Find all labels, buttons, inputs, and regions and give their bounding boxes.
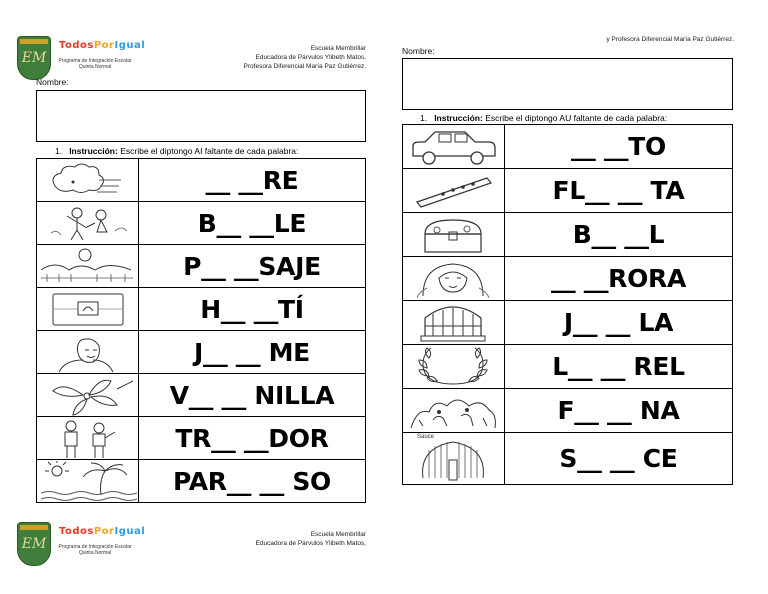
landscape-icon <box>37 246 137 287</box>
flute-icon <box>403 170 503 212</box>
dancers-icon <box>37 203 137 244</box>
word-blank[interactable]: __ __RE <box>138 159 365 202</box>
table-row <box>37 460 366 503</box>
table-row <box>37 417 366 460</box>
willow-tree-icon <box>403 434 503 484</box>
word-blank[interactable]: J__ __ LA <box>504 301 732 345</box>
workers-icon <box>37 418 137 459</box>
right-worksheet-table <box>402 124 733 485</box>
right-header: y Profesora Diferencial María Paz Gutiérrez. <box>606 36 734 43</box>
word-blank[interactable]: H__ __TÍ <box>138 288 365 331</box>
word-blank[interactable]: FL__ __ TA <box>504 169 732 213</box>
left-logo-shield <box>17 36 51 80</box>
fauna-icon <box>403 390 503 432</box>
logo-monogram: EM <box>21 536 47 552</box>
aurora-woman-icon <box>403 258 503 300</box>
left-name-label: Nombre: <box>36 77 69 87</box>
word-blank[interactable]: B__ __L <box>504 213 732 257</box>
footer-brand-logo: TodosPorIgual <box>59 526 146 537</box>
footer-logo-shield <box>17 522 51 566</box>
word-blank[interactable]: TR__ __DOR <box>138 417 365 460</box>
word-blank[interactable]: __ __TO <box>504 125 732 169</box>
word-blank[interactable]: __ __RORA <box>504 257 732 301</box>
table-row <box>403 389 733 433</box>
left-brand-logo: TodosPorIgual <box>59 40 146 51</box>
beach-palm-icon <box>37 461 137 502</box>
table-row <box>403 257 733 301</box>
word-blank[interactable]: B__ __LE <box>138 202 365 245</box>
table-row <box>37 331 366 374</box>
word-blank[interactable]: P__ __SAJE <box>138 245 365 288</box>
left-header: Escuela Membrillar Educadora de Párvulos Ylibeth Matos, Profesora Diferencial María Paz Gutiérrez. <box>243 45 366 70</box>
wind-cloud-icon <box>37 160 137 201</box>
sauce-caption: Sauce <box>417 434 435 440</box>
laurel-wreath-icon <box>403 346 503 388</box>
footer-header: Escuela Membrillar Educadora de Párvulos Ylibeth Matos, <box>255 531 366 547</box>
table-row <box>403 125 733 169</box>
word-blank[interactable]: S__ __ CE <box>504 433 732 485</box>
right-name-label: Nombre: <box>402 46 435 56</box>
word-blank[interactable]: V__ __ NILLA <box>138 374 365 417</box>
left-program-label: Programa de Integración Escolar Quinta Normal <box>58 58 132 70</box>
table-row <box>37 159 366 202</box>
table-row <box>403 301 733 345</box>
word-blank[interactable]: J__ __ ME <box>138 331 365 374</box>
vanilla-flower-icon <box>37 375 137 416</box>
word-blank[interactable]: L__ __ REL <box>504 345 732 389</box>
right-instruction: 1. Instrucción: Escribe el diptongo AU faltante de cada palabra: <box>420 113 668 123</box>
table-row <box>37 202 366 245</box>
table-row <box>37 374 366 417</box>
birdcage-icon <box>403 302 503 344</box>
car-icon <box>403 126 503 168</box>
left-instruction: 1. Instrucción: Escribe el diptongo AI faltante de cada palabra: <box>55 146 299 156</box>
word-blank[interactable]: PAR__ __ SO <box>138 460 365 503</box>
footer-program-label: Programa de Integración Escolar Quinta Normal <box>58 544 132 556</box>
left-worksheet-table <box>36 158 366 503</box>
treasure-chest-icon <box>403 214 503 256</box>
table-row <box>37 245 366 288</box>
right-name-field[interactable] <box>402 58 733 110</box>
old-man-icon <box>37 332 137 373</box>
logo-monogram: EM <box>21 50 47 66</box>
left-name-field[interactable] <box>36 90 366 142</box>
table-row <box>403 433 733 485</box>
table-row <box>403 345 733 389</box>
table-row <box>37 288 366 331</box>
word-blank[interactable]: F__ __ NA <box>504 389 732 433</box>
table-row <box>403 169 733 213</box>
table-row <box>403 213 733 257</box>
haiti-flag-icon <box>37 289 137 330</box>
